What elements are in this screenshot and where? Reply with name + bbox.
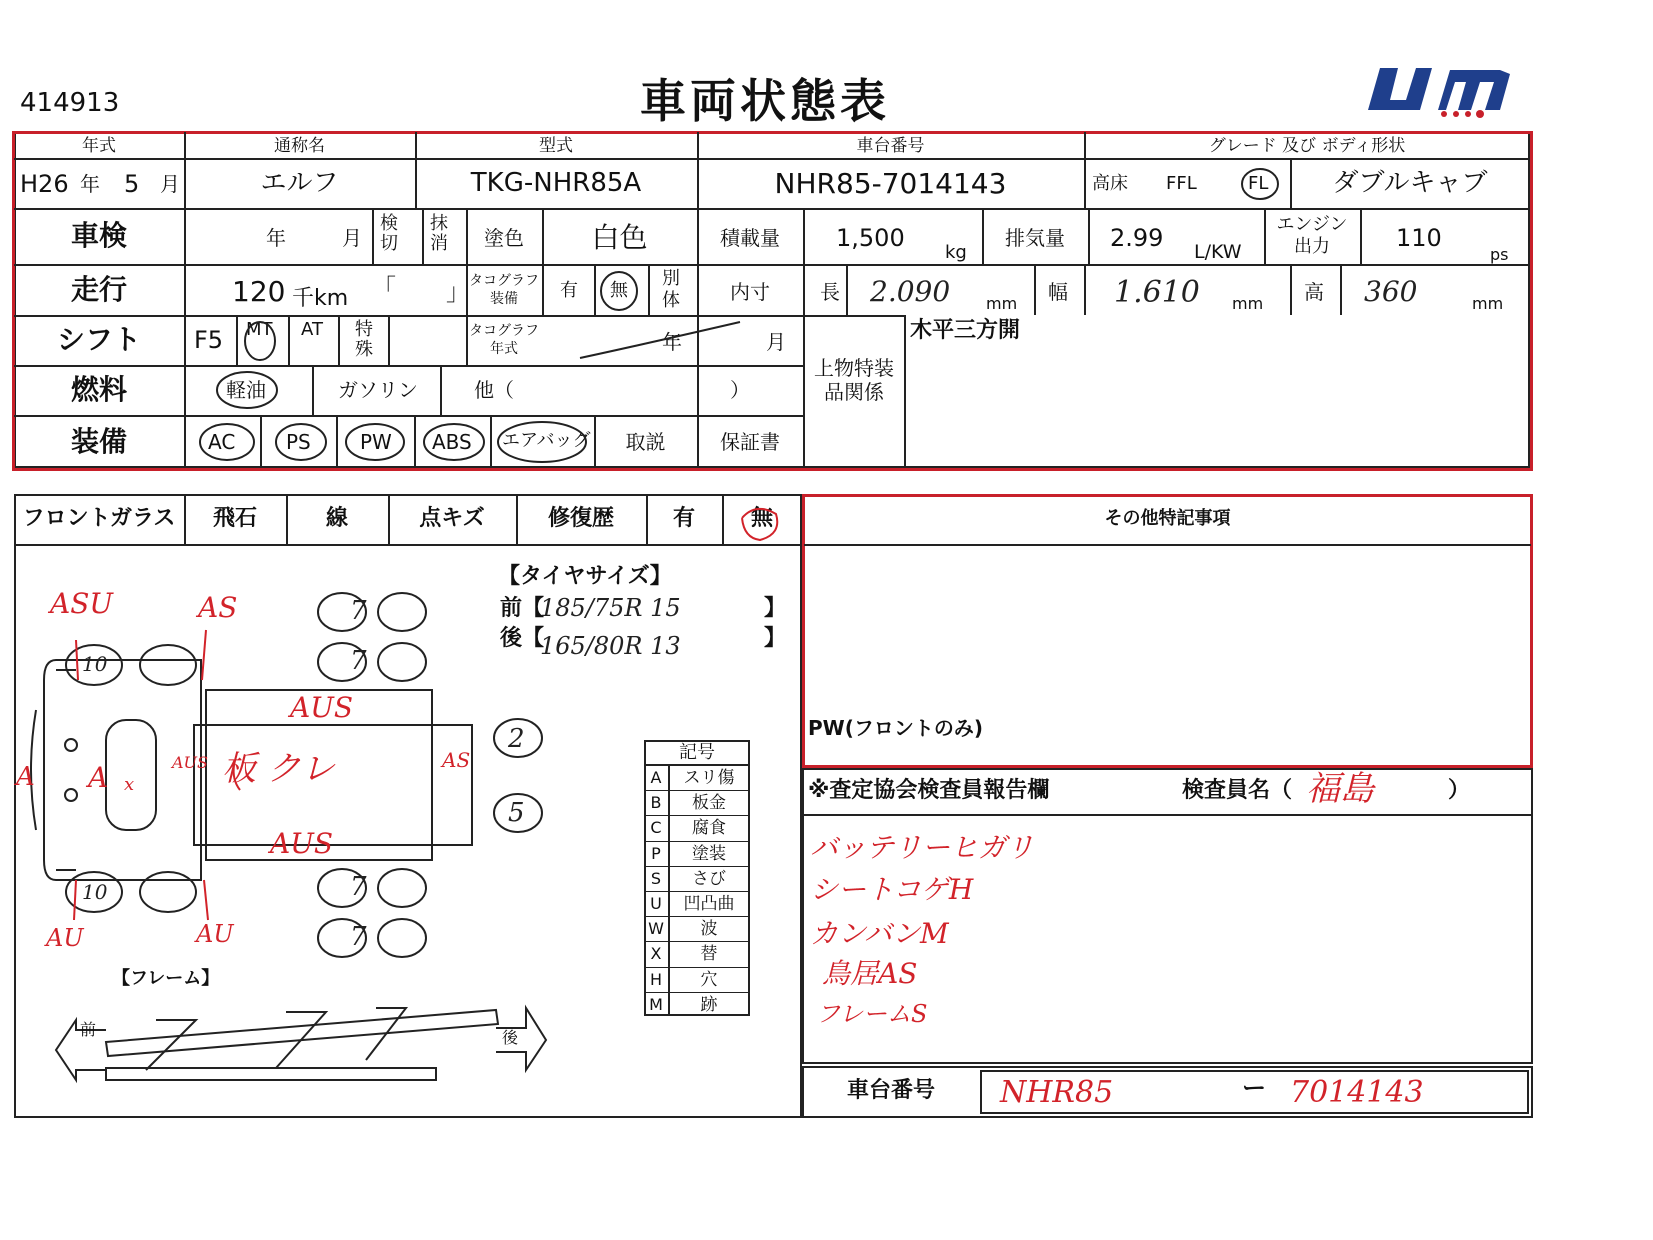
- legend-code: B: [650, 793, 662, 813]
- mark-aus-side: AUS: [172, 753, 208, 772]
- windshield-chip: 飛石: [212, 506, 257, 531]
- tachograph-strike-line: [576, 318, 746, 364]
- mark-a-cab: A: [88, 761, 109, 794]
- mileage-value: 120: [232, 275, 286, 308]
- label-grade: グレード 及び ボディ形状: [1208, 136, 1406, 156]
- engine-output: 110: [1396, 224, 1442, 252]
- spare-tire-depth-2: 5: [508, 798, 525, 828]
- body-shape: ダブルキャブ: [1332, 168, 1488, 198]
- inspector-name-close: ）: [1448, 778, 1471, 803]
- legend-row-divider: [644, 815, 750, 816]
- spare-tire-depth-1: 2: [508, 724, 525, 754]
- label-engine-output: エンジン出力: [1276, 214, 1348, 257]
- displacement: 2.99: [1110, 224, 1164, 252]
- footer-chassis-label: 車台番号: [846, 1078, 935, 1103]
- chassis-number: NHR85-7014143: [774, 167, 1007, 200]
- equip-ac-circle: [196, 420, 258, 464]
- engine-unit: ps: [1490, 245, 1509, 264]
- report-line-1: バッテリーヒガリ: [810, 831, 1035, 864]
- equip-airbag-circle: [494, 418, 590, 466]
- legend-description: 替: [700, 944, 718, 965]
- shift-at: AT: [301, 319, 323, 340]
- inner-height: 360: [1364, 275, 1418, 308]
- mark-x-cab: x: [124, 774, 135, 795]
- length-unit: mm: [986, 294, 1018, 313]
- legend-description: 跡: [700, 994, 718, 1015]
- grade-option-high-floor: 高床: [1092, 173, 1128, 194]
- legend-description: 穴: [700, 969, 718, 990]
- windshield-scratch: 点キズ: [419, 506, 485, 531]
- grade-option-fl: FL: [1248, 173, 1269, 194]
- company-logo: [1360, 60, 1520, 120]
- footer-chassis-number: 7014143: [1290, 1075, 1424, 1110]
- tire-depth-rear-left-outer-2: 7: [350, 646, 367, 676]
- label-mileage: 走行: [70, 273, 127, 306]
- shift-special: 特殊: [355, 319, 373, 360]
- legend-title: 記号: [679, 742, 715, 763]
- legend-code: W: [648, 919, 664, 939]
- legend-code: A: [650, 768, 662, 787]
- paint-color: 白色: [591, 221, 648, 254]
- mark-a-bumper: A: [16, 762, 35, 792]
- label-displacement: 排気量: [1005, 226, 1065, 250]
- label-inner-dimensions: 内寸: [730, 280, 770, 304]
- inner-width: 1.610: [1114, 275, 1200, 310]
- tire-front-size: 185/75R 15: [540, 594, 681, 622]
- tire-depth-rear-left-outer-1: 7: [350, 596, 367, 626]
- fuel-gasoline: ガソリン: [338, 378, 418, 402]
- windshield-none: 無: [750, 506, 773, 531]
- legend-code: P: [651, 843, 661, 863]
- month-value: 5: [124, 170, 140, 198]
- frame-rear-arrow: 後: [502, 1028, 519, 1047]
- footer-chassis-dash: ー: [1242, 1074, 1266, 1102]
- equip-ps: PS: [286, 430, 311, 454]
- label-upper-body: 上物特装品関係: [814, 356, 894, 404]
- legend-description: 波: [700, 919, 718, 940]
- frame-front-arrow: 前: [80, 1020, 97, 1039]
- inspection-expired: 検切: [380, 213, 398, 254]
- rear-wheel-depth: 10: [82, 880, 108, 904]
- legend-row-divider: [644, 841, 750, 842]
- mark-asu: ASU: [50, 587, 113, 620]
- windshield-has: 有: [672, 506, 695, 531]
- month-unit: 月: [160, 172, 180, 196]
- tire-front-close: 】: [764, 596, 787, 621]
- other-notes-text: PW(フロントのみ): [808, 716, 983, 740]
- inner-length: 2.090: [870, 275, 951, 308]
- equip-abs-circle: [420, 420, 488, 464]
- shift-mt: MT: [246, 319, 273, 340]
- legend-row-divider: [644, 866, 750, 867]
- legend-description: 腐食: [692, 818, 726, 839]
- shift-mt-circle: [240, 318, 280, 364]
- inspector-report-title: ※査定協会検査員報告欄: [808, 778, 1050, 803]
- other-notes-title: その他特記事項: [1104, 508, 1231, 529]
- load-unit: kg: [945, 242, 967, 263]
- width-unit: mm: [1232, 294, 1264, 313]
- windshield-repair: 修復歴: [547, 506, 614, 531]
- label-load: 積載量: [720, 226, 780, 250]
- label-tachograph: タコグラフ装備: [469, 273, 539, 307]
- fuel-other: 他（: [474, 378, 514, 402]
- fuel-other-close: ）: [730, 378, 750, 402]
- tachograph-separate: 別体: [662, 268, 680, 311]
- label-equipment: 装備: [70, 425, 127, 458]
- legend-row-divider: [644, 992, 750, 993]
- page-title: 車両状態表: [640, 74, 890, 128]
- mark-aus-top: AUS: [290, 691, 353, 724]
- legend-code: H: [649, 969, 663, 989]
- upper-body-value: 木平三方開: [910, 318, 1021, 343]
- equip-pw-circle: [342, 420, 408, 464]
- legend-row-divider: [644, 941, 750, 942]
- legend-code: U: [650, 894, 662, 913]
- inspector-name: 福島: [1306, 769, 1374, 809]
- equip-abs: ABS: [432, 430, 472, 454]
- label-name: 通称名: [274, 136, 325, 156]
- tachograph-year-unit: 年: [662, 330, 682, 354]
- label-model: 型式: [539, 136, 573, 156]
- model-code: TKG-NHR85A: [470, 168, 642, 198]
- tire-depth-rear-right-outer-2: 7: [350, 922, 367, 952]
- report-line-2: シートコゲH: [810, 873, 974, 906]
- mark-as-rear: AS: [442, 748, 471, 772]
- legend-description: 凹凸曲: [683, 894, 735, 914]
- vehicle-name: エルフ: [260, 168, 339, 198]
- document-id: 414913: [20, 88, 120, 118]
- mark-as-top: AS: [198, 591, 238, 624]
- mark-au-right: AU: [196, 920, 234, 948]
- tire-rear-size: 165/80R 13: [540, 632, 681, 660]
- fl-circle-mark: [1238, 164, 1282, 204]
- label-chassis: 車台番号: [856, 136, 925, 156]
- inspector-name-label: 検査員名（: [1182, 778, 1293, 803]
- footer-chassis-prefix: NHR85: [1000, 1075, 1114, 1110]
- windshield-line: 線: [325, 506, 348, 531]
- legend-row-divider: [644, 967, 750, 968]
- mark-aus-bottom: AUS: [270, 827, 333, 860]
- legend-row-divider: [644, 916, 750, 917]
- equip-pw: PW: [360, 430, 392, 454]
- shift-gears: F5: [194, 326, 224, 354]
- legend-description: 塗装: [692, 843, 726, 864]
- mileage-bracket-open: 「: [372, 274, 396, 302]
- frame-label: 【フレーム】: [112, 968, 220, 989]
- tire-rear-close: 】: [764, 626, 787, 651]
- label-shift: シフト: [56, 323, 141, 356]
- equip-ac: AC: [208, 430, 236, 454]
- mileage-unit: 千km: [292, 286, 349, 311]
- label-paint: 塗色: [484, 226, 524, 250]
- label-windshield: フロントガラス: [22, 506, 176, 531]
- tachograph-month-unit: 月: [766, 330, 786, 354]
- tachograph-no-circle: [596, 268, 642, 314]
- mark-board-dent: 板 クレ: [222, 749, 335, 789]
- windshield-none-circle: [736, 500, 784, 544]
- fuel-diesel-circle: [212, 368, 282, 412]
- inspection-cancelled: 抹消: [430, 213, 448, 254]
- legend-description: さび: [692, 868, 726, 889]
- label-tachograph-year: タコグラフ年式: [469, 323, 539, 357]
- year-era: H26: [20, 170, 69, 198]
- tachograph-no: 無: [610, 280, 628, 301]
- height-unit: mm: [1472, 294, 1504, 313]
- equip-manual: 取説: [625, 430, 666, 454]
- equip-ps-circle: [272, 420, 330, 464]
- tachograph-yes: 有: [560, 280, 578, 301]
- label-inspection: 車検: [70, 219, 127, 252]
- legend-row-divider: [644, 790, 750, 791]
- load-capacity: 1,500: [836, 224, 905, 252]
- label-width: 幅: [1048, 280, 1068, 304]
- label-length: 長: [820, 280, 840, 304]
- legend-code: S: [650, 868, 662, 888]
- tire-size-title: 【タイヤサイズ】: [498, 564, 672, 589]
- mark-au-left: AU: [46, 924, 84, 952]
- inspection-year-unit: 年: [266, 226, 286, 250]
- legend-row-divider: [644, 891, 750, 892]
- tire-front-label: 前【: [500, 596, 545, 621]
- displacement-unit: L/KW: [1194, 241, 1242, 263]
- label-fuel: 燃料: [70, 373, 127, 406]
- label-height: 高: [1304, 280, 1324, 304]
- tire-rear-label: 後【: [500, 626, 545, 651]
- report-line-4: 鳥居AS: [822, 957, 918, 990]
- legend-description: スリ傷: [683, 768, 735, 788]
- year-unit: 年: [80, 172, 100, 196]
- legend-code: C: [650, 818, 662, 838]
- fuel-diesel: 軽油: [226, 378, 266, 402]
- tire-depth-rear-right-outer-1: 7: [350, 872, 367, 902]
- inspection-month-unit: 月: [342, 226, 362, 250]
- front-wheel-depth: 10: [82, 652, 108, 676]
- grade-option-ffl: FFL: [1166, 173, 1197, 194]
- equip-warranty: 保証書: [720, 430, 780, 454]
- legend-description: 板金: [692, 793, 726, 814]
- label-year: 年式: [82, 136, 116, 156]
- equip-airbag: エアバッグ: [502, 430, 591, 451]
- legend-code: X: [650, 944, 662, 964]
- report-line-3: カンバンM: [810, 917, 949, 950]
- legend-code: M: [649, 994, 663, 1014]
- report-line-5: フレームS: [816, 1000, 928, 1028]
- mileage-bracket-close: 」: [446, 278, 470, 306]
